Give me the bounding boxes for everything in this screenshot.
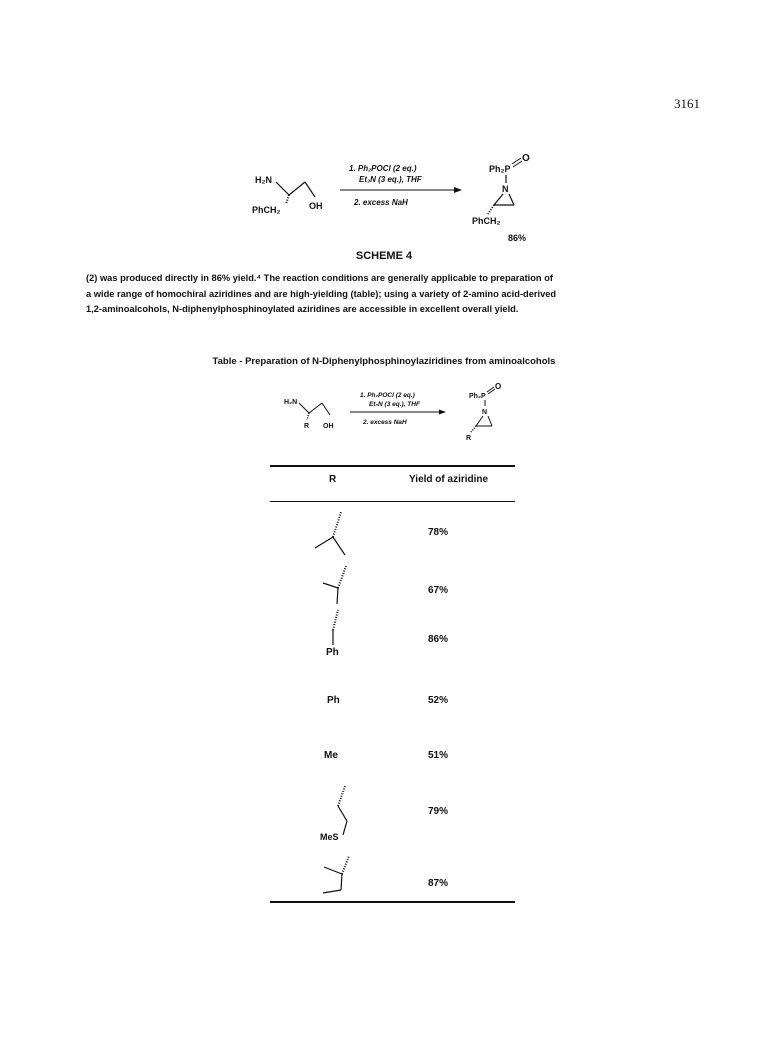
tprod-p-label: Ph₂P <box>469 393 486 400</box>
tprod-n-label: N <box>482 409 488 416</box>
reagent-1: 1. Ph₂POCl (2 eq.) <box>349 164 417 173</box>
scheme-label: SCHEME 4 <box>355 250 413 262</box>
prod-n-label: N <box>502 184 509 194</box>
treagent-1: 1. Ph₂POCl (2 eq.) <box>360 392 415 399</box>
r-structure-isopropyl <box>315 512 345 555</box>
yield-value: 79% <box>428 806 449 817</box>
table-bottom-rule <box>270 901 515 903</box>
yield-value: 51% <box>428 750 449 761</box>
r-label-methyl: Me <box>324 750 338 761</box>
r-structure-benzyl <box>333 610 338 645</box>
tprod-o-label: O <box>495 382 502 391</box>
scheme-yield: 86% <box>508 233 527 243</box>
prod-p-label: Ph₂P <box>489 164 511 174</box>
tsm-oh-label: OH <box>323 423 334 430</box>
reagent-2: Et₃N (3 eq.), THF <box>359 175 422 184</box>
paragraph-line: 1,2-aminoalcohols, N-diphenylphosphinoylated aziridines are accessible in excellent overall yield. <box>86 304 519 314</box>
header-yield: Yield of aziridine <box>409 474 489 485</box>
treagent-2: Et₃N (3 eq.), THF <box>369 401 420 408</box>
sm-amine-label: H₂N <box>255 175 272 185</box>
yield-value: 67% <box>428 585 449 596</box>
r-structure-sec-butyl <box>323 566 346 604</box>
r-label-mes: MeS <box>320 832 339 842</box>
sm-oh-label: OH <box>309 201 323 211</box>
r-structure-methylthioethyl <box>338 786 347 835</box>
table-title: Table - Preparation of N-Diphenylphosphinoylaziridines from aminoalcohols <box>212 356 556 367</box>
tsm-r-label: R <box>304 423 310 430</box>
paragraph-line: (2) was produced directly in 86% yield.⁴ The reaction conditions are generally applicable to preparation of <box>86 273 553 283</box>
reagent-3: 2. excess NaH <box>354 198 408 207</box>
page-number: 3161 <box>674 96 700 111</box>
yield-value: 52% <box>428 695 449 706</box>
header-r: R <box>329 474 337 485</box>
treagent-3: 2. excess NaH <box>363 419 407 426</box>
r-label-phenyl: Ph <box>327 695 340 706</box>
tsm-amine-label: H₂N <box>284 399 298 406</box>
paragraph-line: a wide range of homochiral aziridines and are high-yielding (table); using a variety of 2-amino acid-derived <box>86 288 557 299</box>
yield-value: 86% <box>428 634 449 645</box>
yield-value: 87% <box>428 878 449 889</box>
tprod-r-label: R <box>466 435 472 442</box>
yield-value: 78% <box>428 527 449 538</box>
r-label-benzyl-ph: Ph <box>326 647 339 658</box>
sm-benzyl-label: PhCH₂ <box>252 205 281 215</box>
prod-benzyl-label: PhCH₂ <box>472 216 501 226</box>
prod-o-label: O <box>522 153 530 164</box>
r-structure-isobutyl <box>323 856 349 893</box>
